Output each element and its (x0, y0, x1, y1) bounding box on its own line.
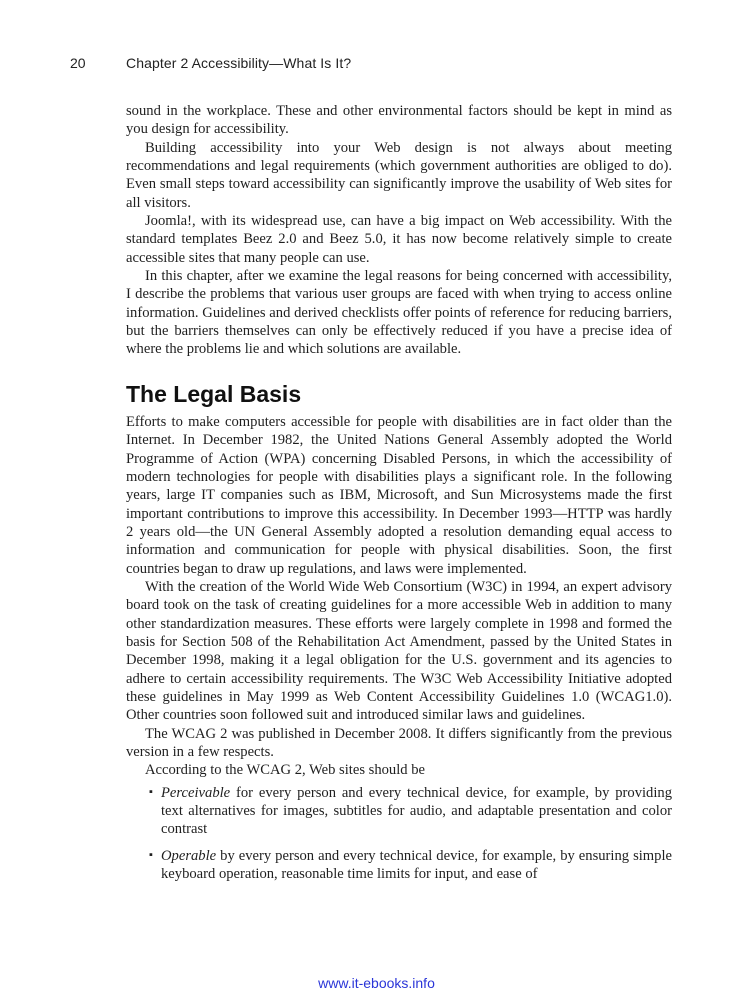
paragraph: Efforts to make computers accessible for people with disabilities are in fact older than the Internet. In December 1982, the United Nations General Assembly adopted the World Programme of Action (WPA) concerning Disabled Persons, in which the accessibility of modern technologies for people with disabilities plays a significant role. In the following years, large IT companies such as IBM, Microsoft, and Sun Microsystems made the first important contributions to improve this accessibility. In December 1993—HTTP was hardly 2 years old—the UN General Assembly adopted a resolution demanding equal access to information and communication for people with physical disabilities. Soon, the first countries began to draw up regulations, and laws were implemented. (126, 413, 672, 577)
paragraph: Building accessibility into your Web design is not always about meeting recommendations and legal requirements (which government authorities are obliged to do). Even small steps toward accessibility can significantly improve the usability of Web sites for all visitors. (126, 139, 672, 211)
running-header (70, 55, 351, 71)
paragraph: In this chapter, after we examine the legal reasons for being concerned with accessibility, I describe the problems that various user groups are faced with when trying to access online information. Guidelines and derived checklists offer points of reference for reducing barriers, but the barriers themselves can only be effectively reduced if you have a precise idea of where the problems lie and which solutions are available. (126, 268, 672, 358)
paragraph: With the creation of the World Wide Web Consortium (W3C) in 1994, an expert advisory board took on the task of creating guidelines for a more accessible Web in addition to many other standardization measures. These efforts were largely complete in 1998 and formed the basis for Section 508 of the Rehabilitation Act Amendment, passed by the United States in December 1998, making it a legal obligation for the U.S. government and its agencies to adhere to certain accessibility requirements. The W3C Web Accessibility Initiative adopted these guidelines in May 1999 as Web Content Accessibility Guidelines 1.0 (WCAG1.0). Other countries soon followed suit and introduced similar laws and guidelines. (126, 578, 672, 724)
page-body (126, 102, 672, 891)
page-number: 20 (70, 55, 86, 71)
paragraph: Joomla!, with its widespread use, can have a big impact on Web accessibility. With the standard templates Beez 2.0 and Beez 5.0, it has now become relatively simple to create accessible sites that many people can use. (126, 213, 672, 266)
bullet-term: Perceivable (161, 784, 231, 801)
bullet-text: by every person and every technical device, for example, by ensuring simple keyboard operation, reasonable time limits for input, and ease of (161, 847, 672, 883)
list-item (126, 784, 672, 839)
paragraph: According to the WCAG 2, Web sites should be (145, 762, 425, 779)
section-heading: The Legal Basis (126, 380, 302, 407)
bullet-icon: ▪ (149, 848, 153, 861)
bullet-term: Operable (161, 847, 217, 864)
paragraph: sound in the workplace. These and other environmental factors should be kept in mind as you design for accessibility. (126, 103, 672, 138)
bullet-list (126, 784, 672, 884)
paragraph: The WCAG 2 was published in December 2008. It differs significantly from the previous version in a few respects. (126, 725, 672, 760)
bullet-text: for every person and every technical device, for example, by providing text alternatives for images, subtitles for audio, and adaptable presentation and color contrast (161, 784, 672, 838)
list-item (126, 847, 672, 884)
bullet-icon: ▪ (149, 785, 153, 798)
chapter-title: Chapter 2 Accessibility—What Is It? (126, 55, 352, 71)
footer-link[interactable]: www.it-ebooks.info (318, 975, 435, 991)
